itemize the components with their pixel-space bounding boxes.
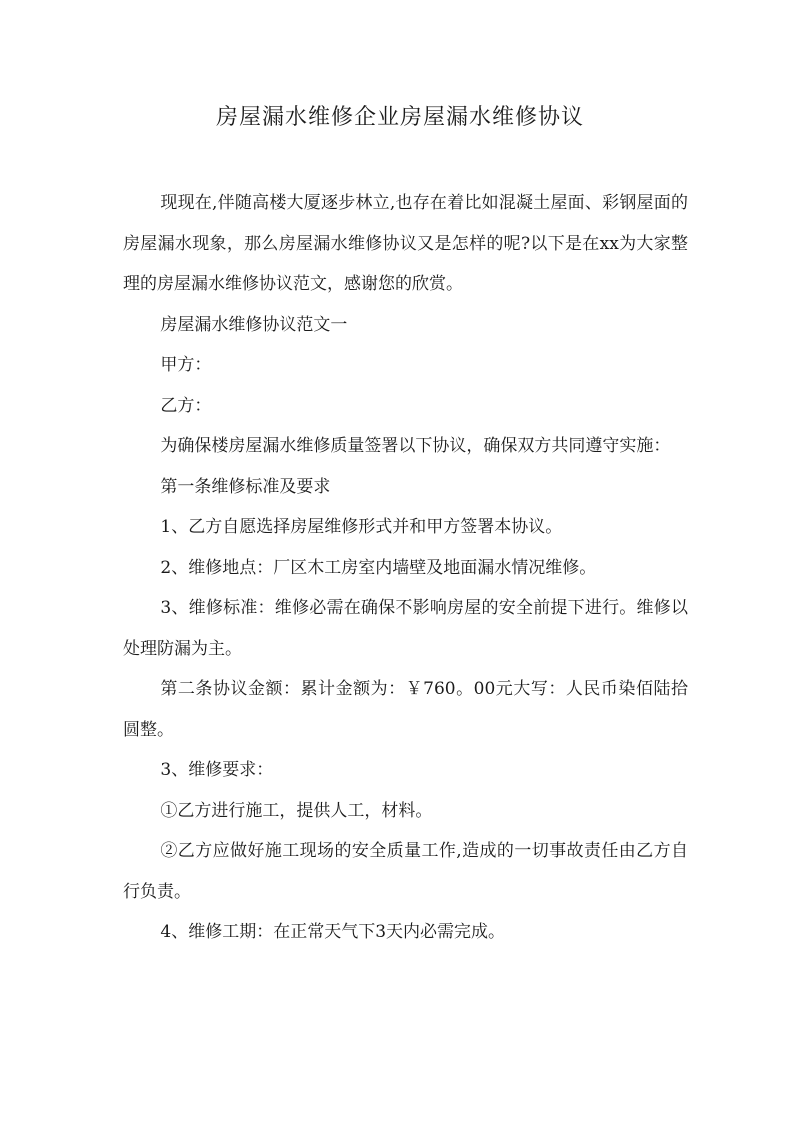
- section-heading-sample-one: 房屋漏水维修协议范文一: [160, 314, 348, 335]
- clause-3: 3、维修标准：维修必需在确保不影响房屋的安全前提下进行。维修以处理防漏为主。: [123, 598, 688, 659]
- clause-4-schedule: 4、维修工期：在正常天气下3天内必需完成。: [160, 922, 506, 942]
- article-one-heading: 第一条维修标准及要求: [160, 476, 331, 497]
- document-title: 房屋漏水维修企业房屋漏水维修协议: [215, 105, 584, 130]
- party-b-line: 乙方：: [160, 395, 212, 416]
- clause-2: 2、维修地点：厂区木工房室内墙壁及地面漏水情况维修。: [160, 557, 597, 578]
- intro-paragraph: 现现在,伴随高楼大厦逐步林立,也存在着比如混凝土屋面、彩钢屋面的房屋漏水现象，那么房屋漏水维修协议又是怎样的呢?以下是在xx为大家整理的房屋漏水维修协议范文，感谢您的欣赏。: [123, 193, 688, 294]
- party-a-line: 甲方：: [160, 355, 212, 375]
- requirement-item-1: ①乙方进行施工，提供人工，材料。: [160, 800, 433, 821]
- clause-1: 1、乙方自愿选择房屋维修形式并和甲方签署本协议。: [160, 517, 563, 537]
- article-two-amount: 第二条协议金额：累计金额为：￥760。00元大写：人民币染佰陆拾圆整。: [123, 679, 688, 740]
- requirement-item-2: ②乙方应做好施工现场的安全质量工作,造成的一切事故责任由乙方自行负责。: [123, 841, 688, 902]
- clause-3-requirements-heading: 3、维修要求：: [160, 760, 274, 780]
- document-body: [123, 183, 688, 953]
- agreement-purpose-paragraph: 为确保楼房屋漏水维修质量签署以下协议，确保双方共同遵守实施：: [160, 436, 671, 456]
